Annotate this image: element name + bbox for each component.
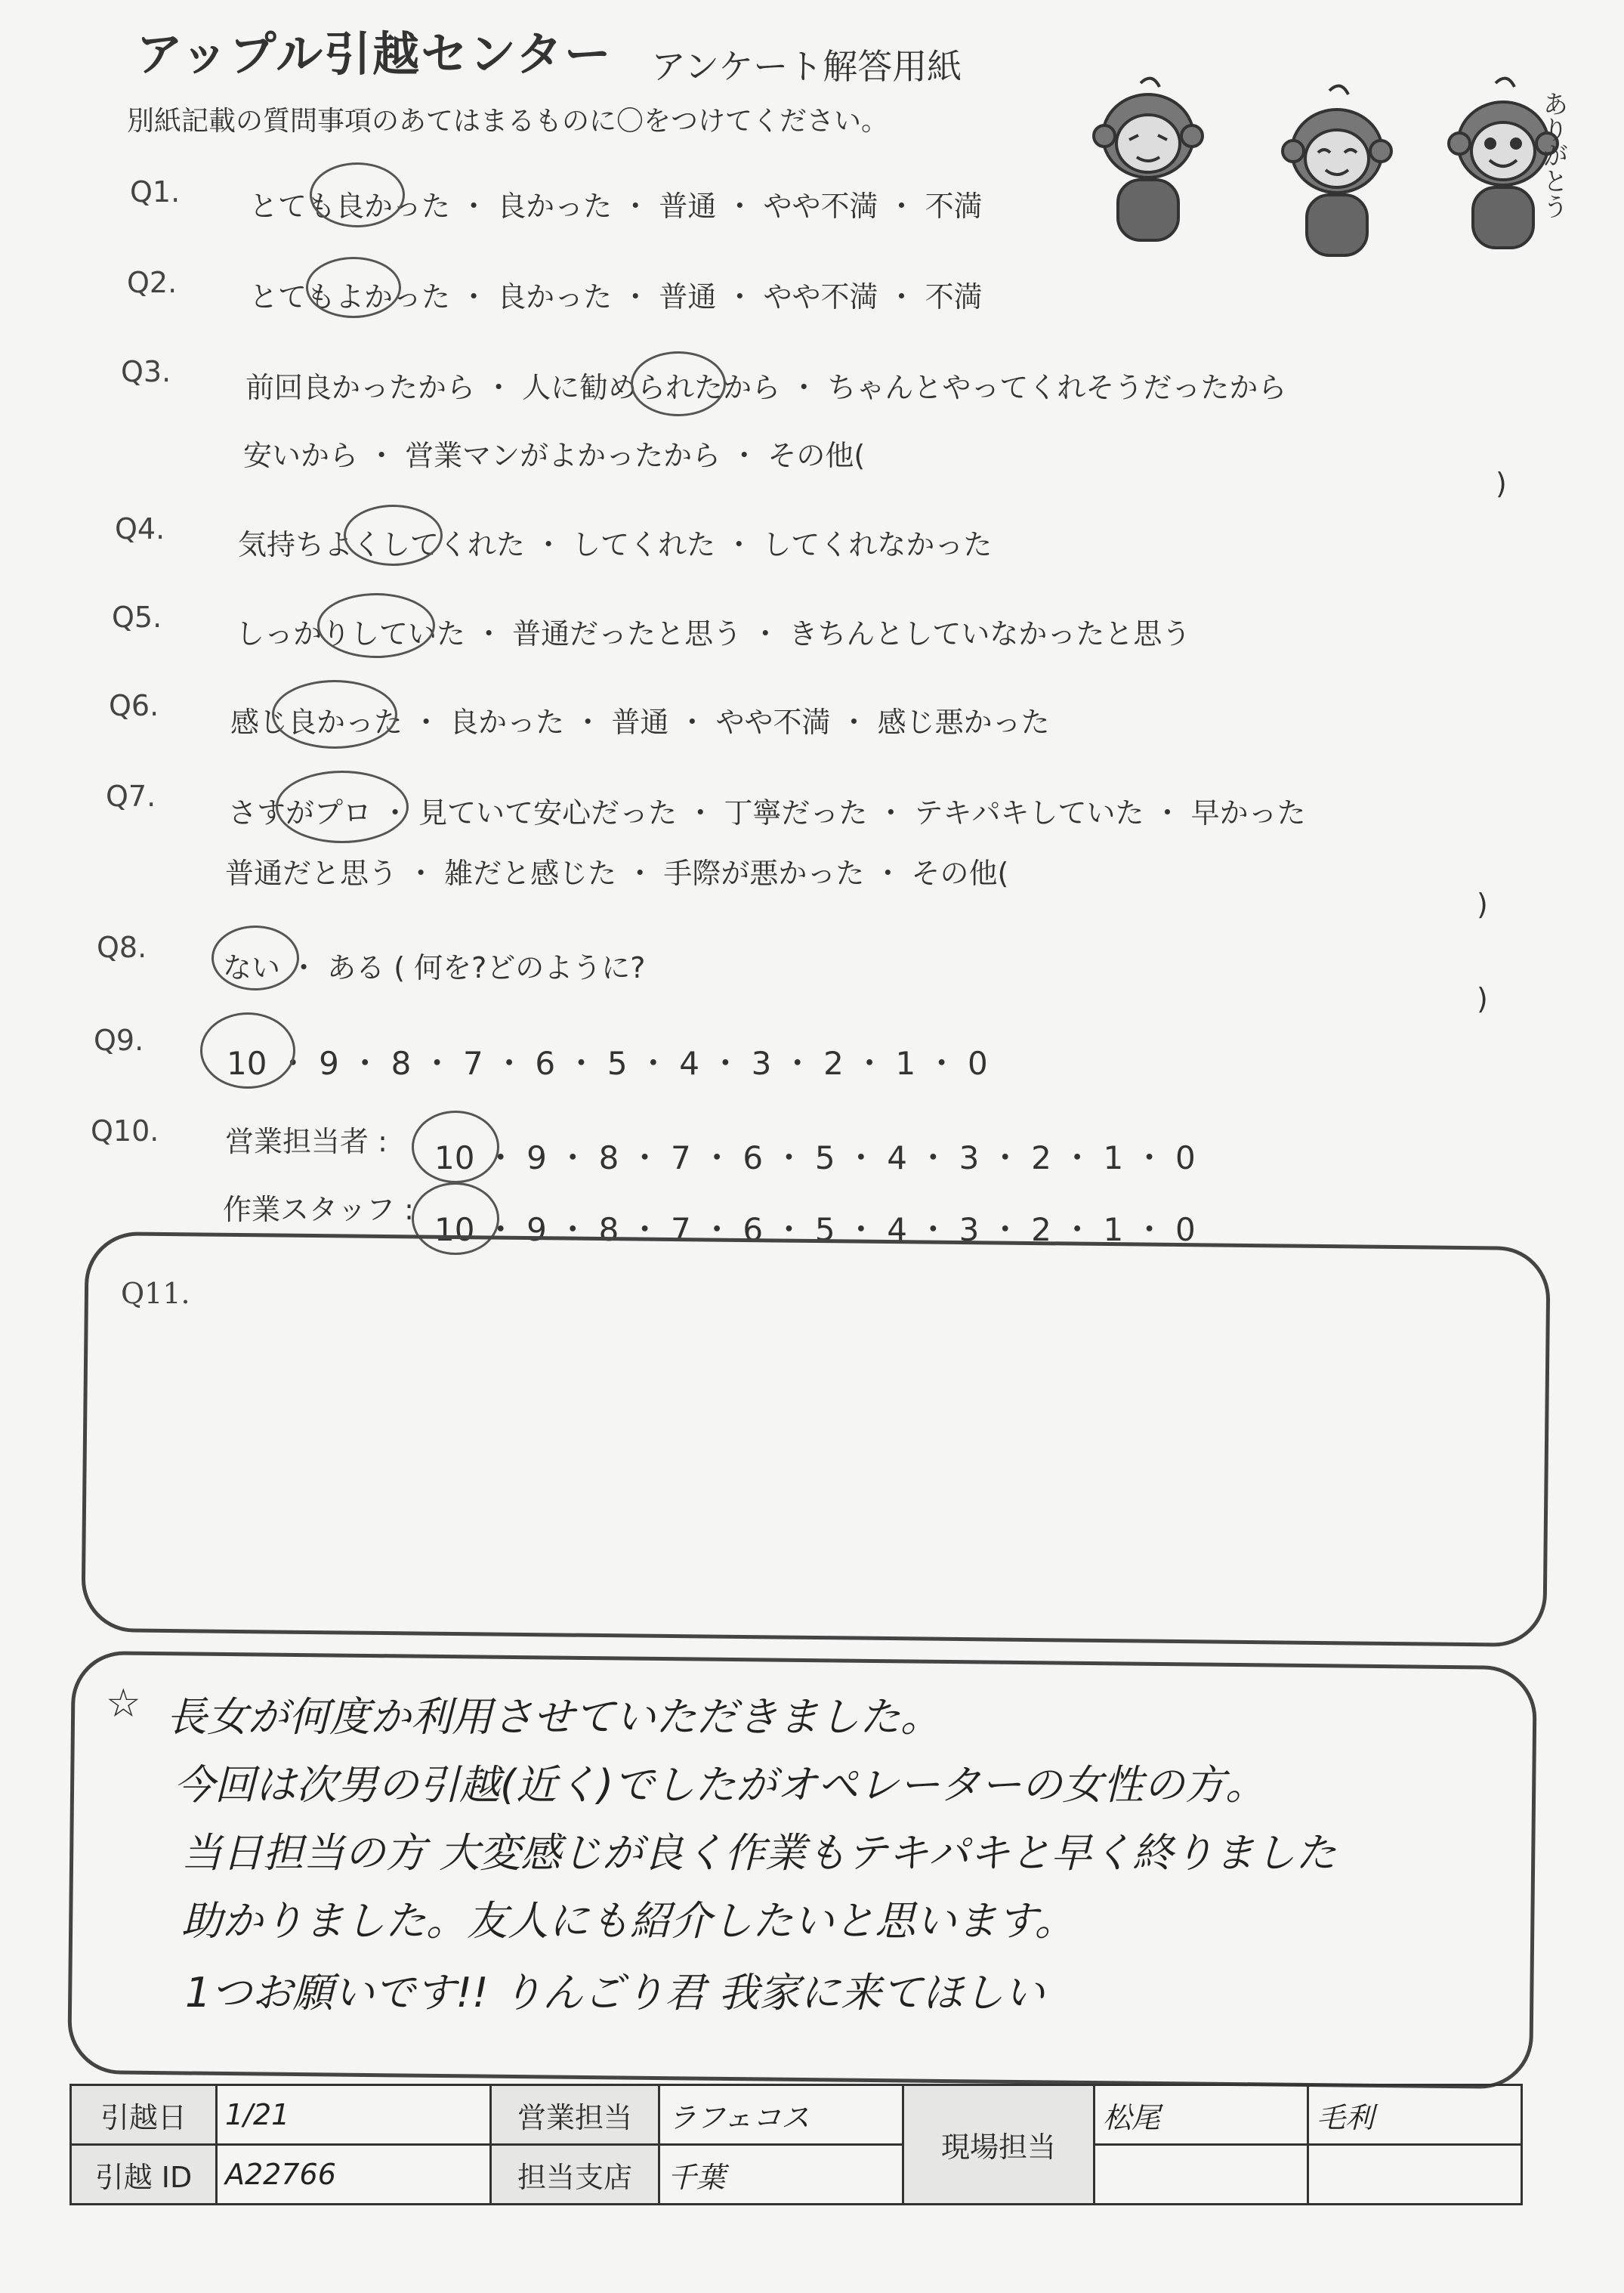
q4-label: Q4. bbox=[115, 512, 165, 545]
q10-sales-scale: 10 ・ 9 ・ 8 ・ 7 ・ 6 ・ 5 ・ 4 ・ 3 ・ 2 ・ 1 ・ 0 bbox=[434, 1139, 1196, 1176]
q6-answer-circle bbox=[272, 680, 397, 749]
form-title: アップル引越センター bbox=[136, 26, 613, 82]
instruction-text: 別紙記載の質問事項のあてはまるものに〇をつけてください。 bbox=[127, 106, 889, 137]
comment-line: 今回は次男の引越(近く)でしたがオペレーターの女性の方。 bbox=[174, 1761, 1267, 1809]
q4-answer-circle bbox=[344, 505, 443, 566]
q1-label: Q1. bbox=[130, 175, 181, 209]
q10-staff-scale: 10 ・ 9 ・ 8 ・ 7 ・ 6 ・ 5 ・ 4 ・ 3 ・ 2 ・ 1 ・ 0 bbox=[434, 1211, 1196, 1248]
q9-label: Q9. bbox=[94, 1024, 144, 1057]
star-icon: ☆ bbox=[106, 1681, 141, 1726]
q3-answer-circle bbox=[631, 351, 726, 416]
move-id-value: A22766 bbox=[217, 2145, 491, 2205]
move-date-value: 1/21 bbox=[217, 2085, 491, 2145]
q2-answer-circle bbox=[306, 257, 401, 318]
site-staff-empty-cell bbox=[1095, 2145, 1308, 2205]
move-info-table bbox=[69, 2084, 1523, 2205]
q9-answer-circle bbox=[200, 1012, 295, 1089]
form-subtitle: アンケート解答用紙 bbox=[651, 46, 962, 87]
arigatou-text: ありがとう bbox=[1538, 91, 1568, 219]
q7-options-line2: 普通だと思う ・ 雑だと感じた ・ 手際が悪かった ・ その他( bbox=[225, 857, 1009, 890]
q8-answer-circle bbox=[211, 926, 299, 990]
move-date-label: 引越日 bbox=[71, 2085, 217, 2145]
move-id-label: 引越 ID bbox=[71, 2145, 217, 2205]
q5-answer-circle bbox=[317, 593, 435, 658]
comment-line: 長女が何度か利用させていただきました。 bbox=[166, 1693, 941, 1741]
monkey-mascots-illustration bbox=[1057, 68, 1586, 264]
q6-options: 感じ良かった ・ 良かった ・ 普通 ・ やや不満 ・ 感じ悪かった bbox=[230, 706, 1050, 739]
branch-value: 千葉 bbox=[659, 2145, 903, 2205]
q3-close-paren: ) bbox=[1496, 467, 1507, 500]
q8-label: Q8. bbox=[97, 931, 147, 964]
q8-options: ない ・ ある ( 何を?どのように? bbox=[223, 951, 646, 984]
q2-options: とてもよかった ・ 良かった ・ 普通 ・ やや不満 ・ 不満 bbox=[249, 280, 983, 314]
site-staff-2: 毛利 bbox=[1308, 2085, 1522, 2145]
q2-label: Q2. bbox=[127, 266, 178, 299]
q7-options-line1: さすがプロ ・ 見ていて安心だった ・ 丁寧だった ・ テキパキしていた ・ 早かった bbox=[228, 796, 1306, 830]
q5-label: Q5. bbox=[112, 601, 162, 634]
q10-staff-label: 作業スタッフ : bbox=[223, 1193, 414, 1226]
q5-options: しっかりしていた ・ 普通だったと思う ・ きちんとしていなかったと思う bbox=[236, 617, 1191, 651]
q1-options: とても良かった ・ 良かった ・ 普通 ・ やや不満 ・ 不満 bbox=[249, 190, 983, 223]
q7-answer-circle bbox=[276, 771, 409, 843]
q7-label: Q7. bbox=[106, 780, 156, 813]
comment-line: 1つお願いです!! りんごり君 我家に来てほしい bbox=[185, 1969, 1045, 2016]
q6-label: Q6. bbox=[109, 689, 159, 722]
q4-options: 気持ちよくしてくれた ・ してくれた ・ してくれなかった bbox=[238, 528, 993, 561]
comment-line: 当日担当の方 大変感じが良く作業もテキパキと早く終りました bbox=[181, 1829, 1337, 1877]
q9-scale: 10 ・ 9 ・ 8 ・ 7 ・ 6 ・ 5 ・ 4 ・ 3 ・ 2 ・ 1 ・ 0 bbox=[227, 1045, 988, 1082]
site-staff-1: 松尾 bbox=[1095, 2085, 1308, 2145]
q1-answer-circle bbox=[310, 162, 405, 227]
site-staff-empty-cell bbox=[1308, 2145, 1522, 2205]
sales-rep-label: 営業担当 bbox=[491, 2085, 659, 2145]
q11-free-text-box bbox=[81, 1231, 1550, 1647]
q8-close-paren: ) bbox=[1477, 982, 1488, 1015]
q10-sales-label: 営業担当者 : bbox=[225, 1125, 387, 1158]
q10-label: Q10. bbox=[91, 1114, 159, 1148]
q3-label: Q3. bbox=[121, 355, 171, 388]
comment-line: 助かりました。友人にも紹介したいと思います。 bbox=[181, 1897, 1076, 1945]
branch-label: 担当支店 bbox=[491, 2145, 659, 2205]
site-staff-label: 現場担当 bbox=[903, 2085, 1095, 2205]
q3-options-line2: 安いから ・ 営業マンがよかったから ・ その他( bbox=[243, 439, 866, 472]
q11-label: Q11. bbox=[121, 1277, 190, 1310]
sales-rep-value: ラフェコス bbox=[659, 2085, 903, 2145]
q3-options-line1: 前回良かったから ・ 人に勧められたから ・ ちゃんとやってくれそうだったから bbox=[245, 371, 1287, 404]
q7-close-paren: ) bbox=[1477, 888, 1488, 921]
q10-sales-answer-circle bbox=[412, 1111, 499, 1183]
